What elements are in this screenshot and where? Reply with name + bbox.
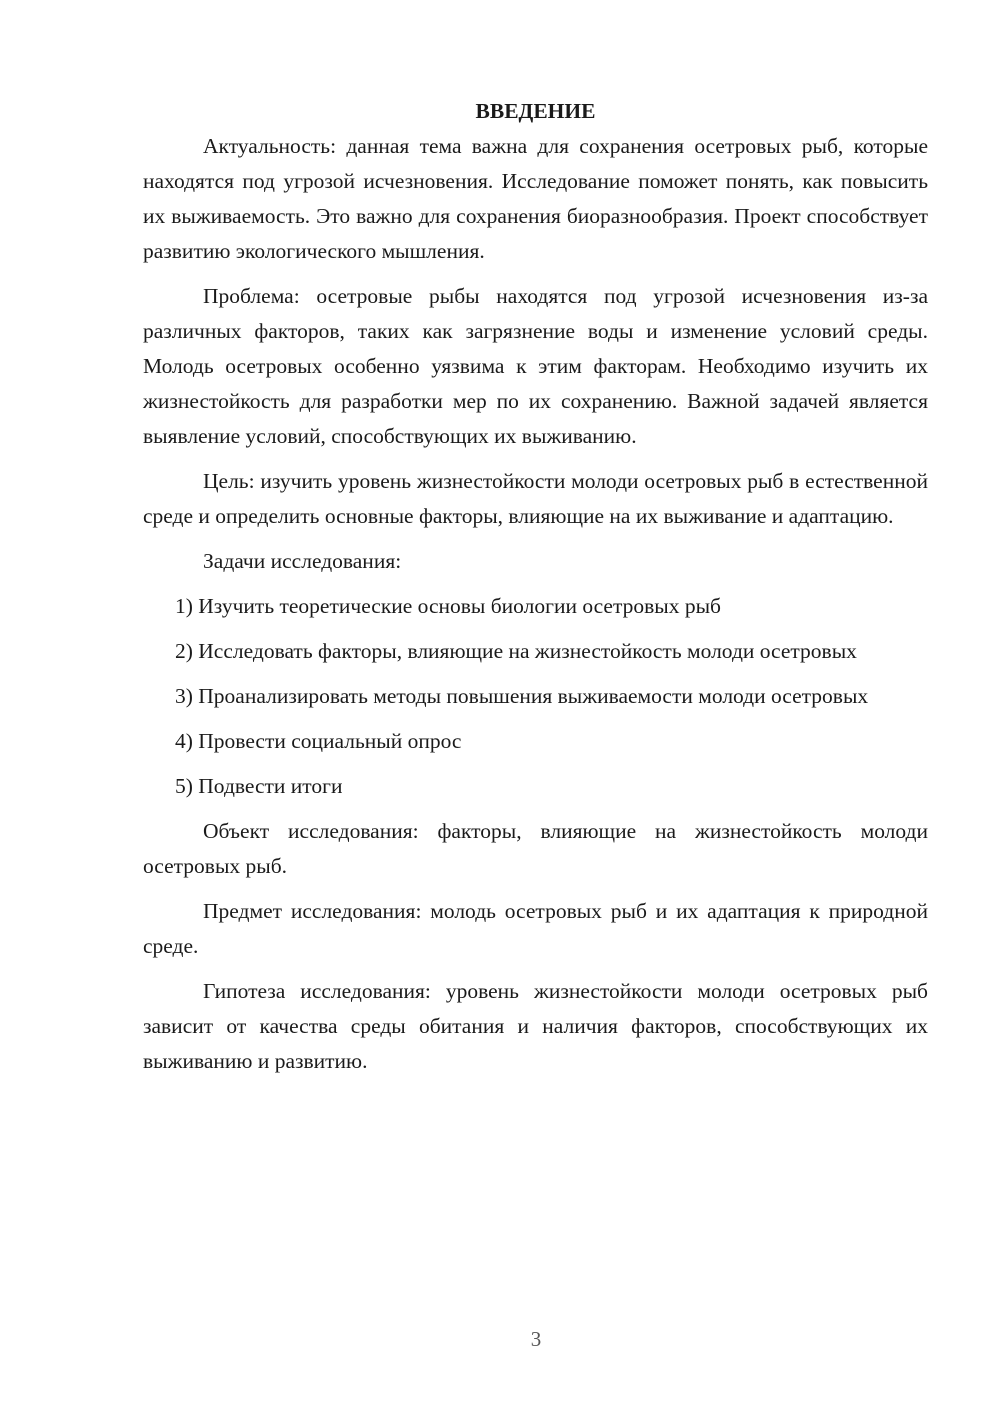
object-paragraph: Объект исследования: факторы, влияющие на жизнестойкость молоди осетровых рыб. xyxy=(143,819,928,878)
page-number: 3 xyxy=(530,1327,542,1351)
goal-paragraph: Цель: изучить уровень жизнестойкости молоди осетровых рыб в естественной среде и определить основные факторы, влияющие на их выживание и адаптацию. xyxy=(143,469,928,528)
tasks-heading: Задачи исследования: xyxy=(203,549,402,573)
section-heading: ВВЕДЕНИЕ xyxy=(475,99,596,123)
relevance-paragraph: Актуальность: данная тема важна для сохранения осетровых рыб, которые находятся под угрозой исчезновения. Исследование поможет понять, как повысить их выживаемость. Это важно для сохранения биоразнообразия. Проект способствует развитию экологического мышления. xyxy=(143,134,928,263)
task-item-3: 3) Проанализировать методы повышения выживаемости молоди осетровых xyxy=(175,684,869,708)
task-item-5: 5) Подвести итоги xyxy=(175,774,343,798)
task-item-2: 2) Исследовать факторы, влияющие на жизнестойкость молоди осетровых xyxy=(175,639,857,663)
task-item-1: 1) Изучить теоретические основы биологии осетровых рыб xyxy=(175,594,721,618)
hypothesis-paragraph: Гипотеза исследования: уровень жизнестойкости молоди осетровых рыб зависит от качества среды обитания и наличия факторов, способствующих их выживанию и развитию. xyxy=(143,979,928,1073)
problem-paragraph: Проблема: осетровые рыбы находятся под угрозой исчезновения из-за различных факторов, таких как загрязнение воды и изменение условий среды. Молодь осетровых особенно уязвима к этим факторам. Необходимо изучить их жизнестойкость для разработки мер по их сохранению. Важной задачей является выявление условий, способствующих их выживанию. xyxy=(143,284,928,448)
subject-paragraph: Предмет исследования: молодь осетровых рыб и их адаптация к природной среде. xyxy=(143,899,928,958)
page-content xyxy=(143,94,928,1079)
task-item-4: 4) Провести социальный опрос xyxy=(175,729,462,753)
